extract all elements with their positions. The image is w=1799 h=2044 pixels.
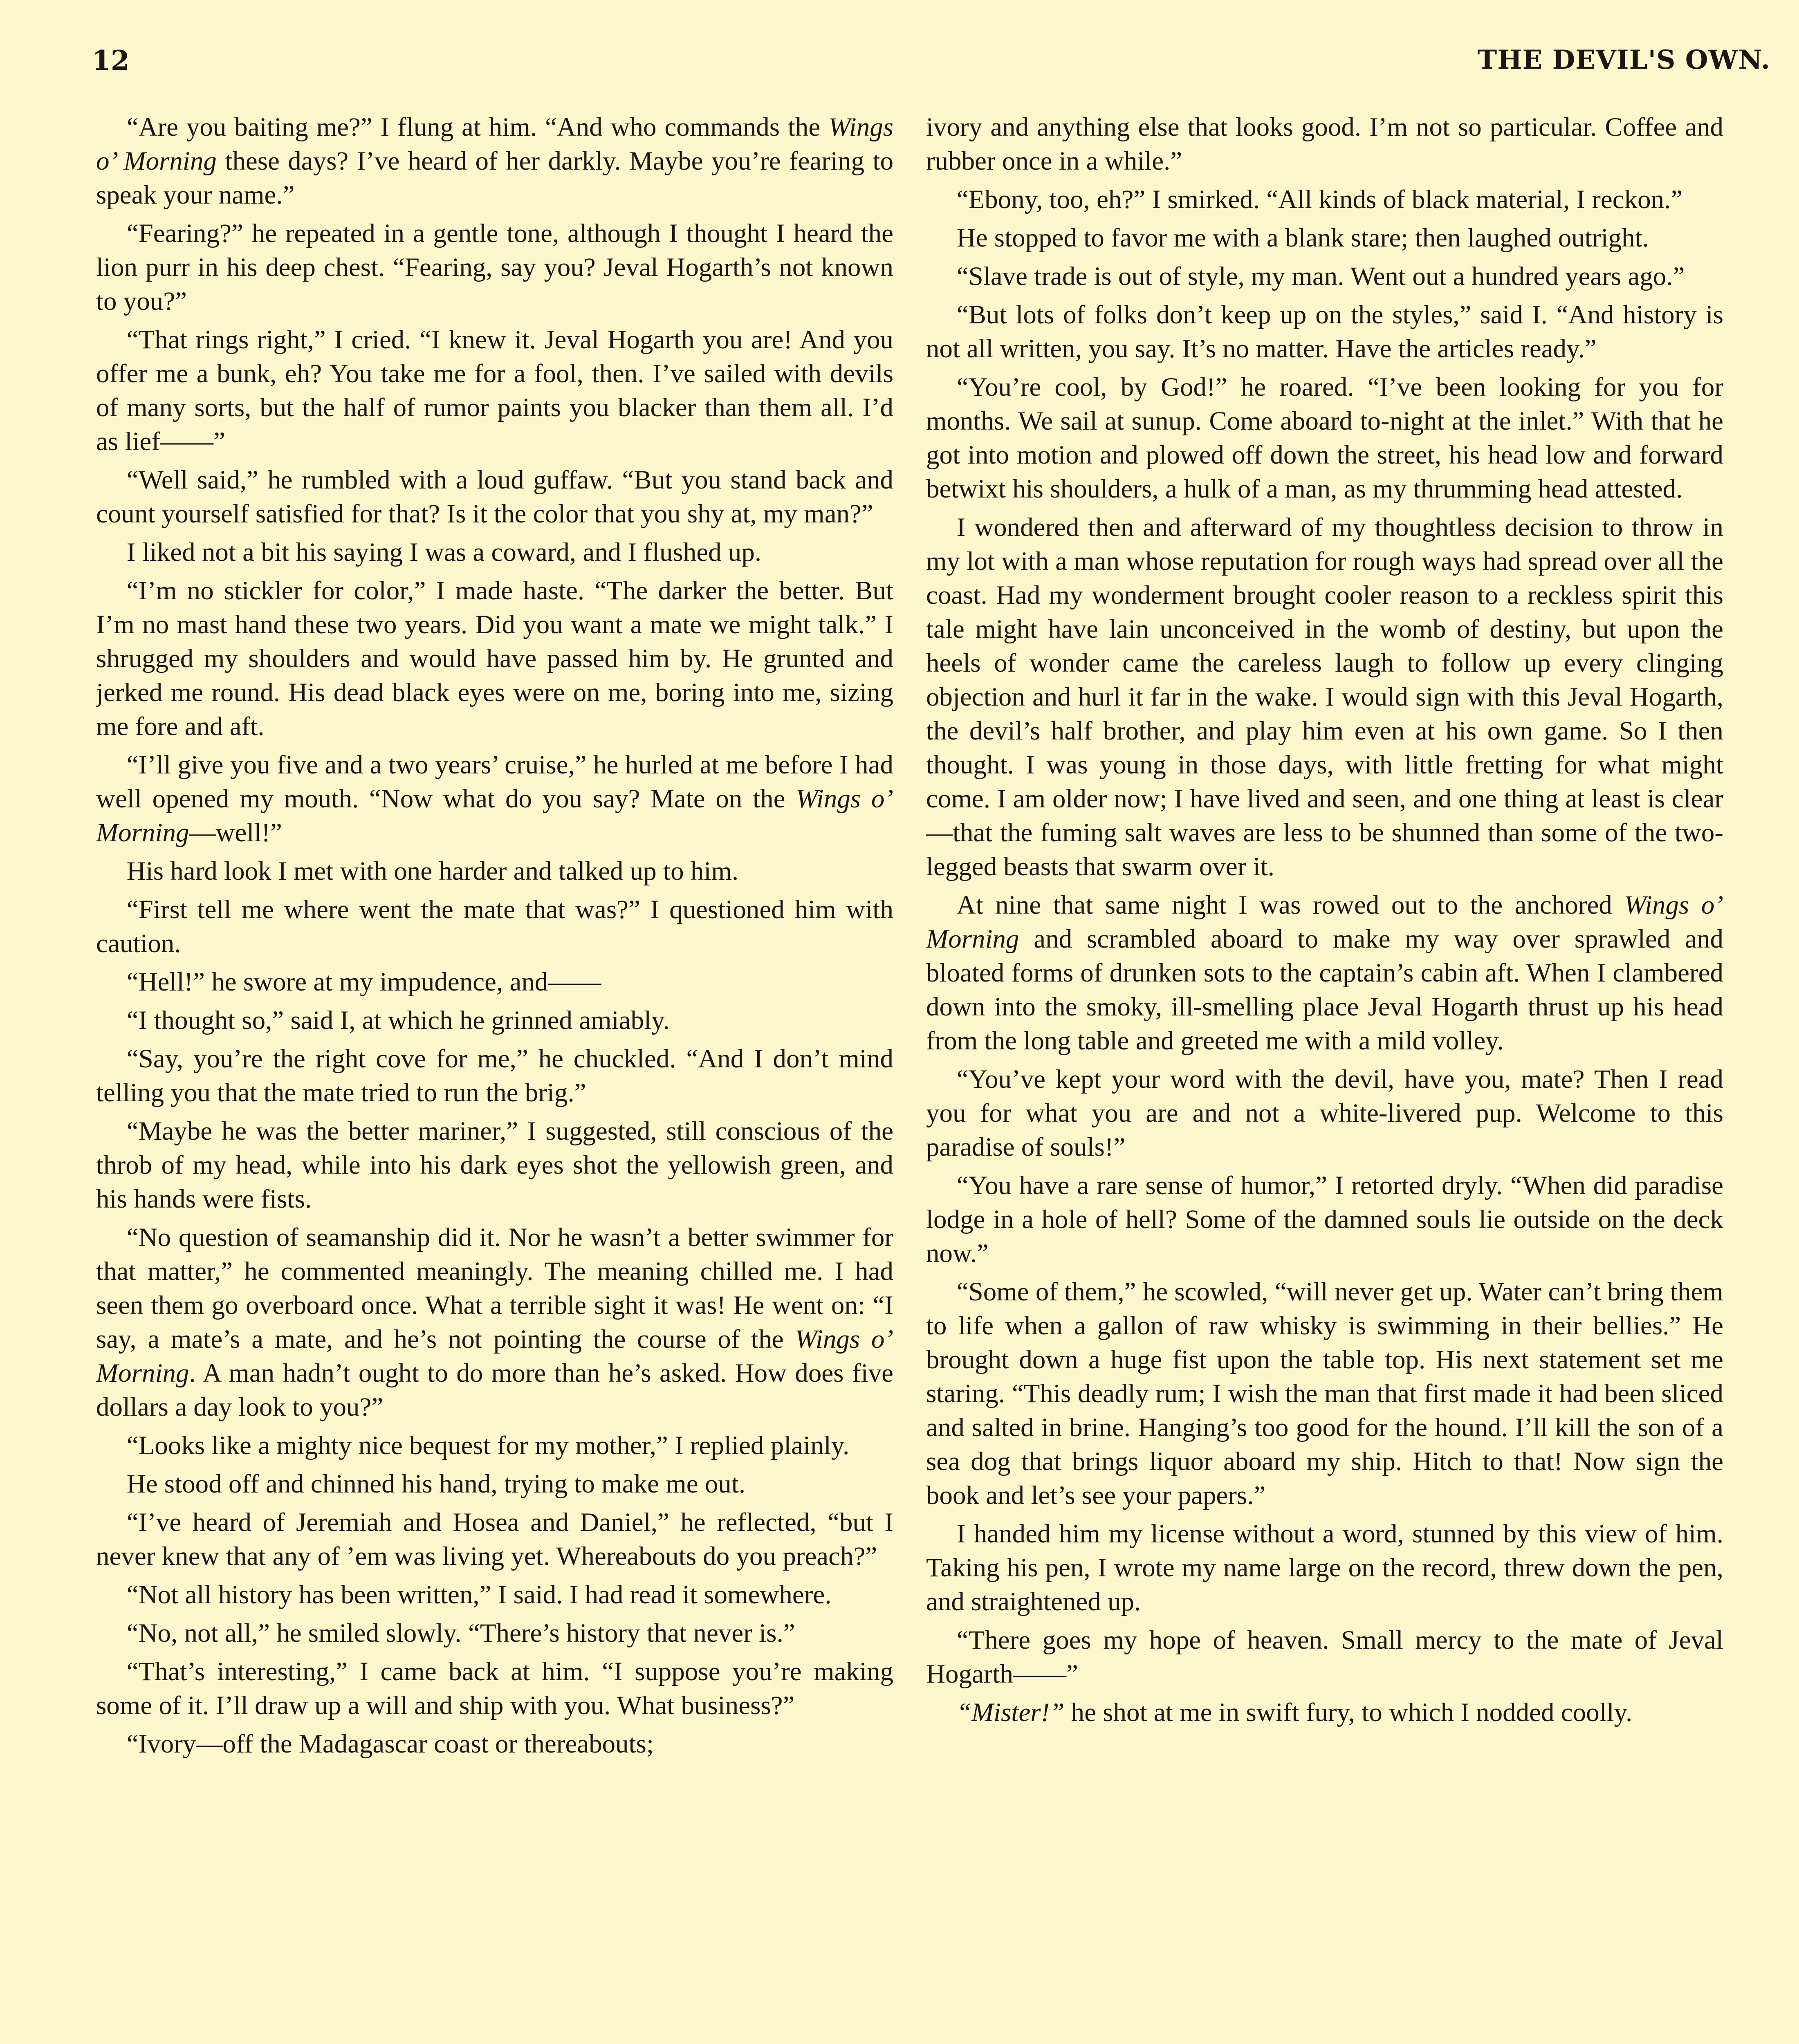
text-run: “Maybe he was the better mariner,” I suggested, still conscious of the throb of my head, while into his dark eyes shot the yellowish green, and his hands were fists. xyxy=(96,1116,893,1214)
paragraph xyxy=(96,1042,893,1110)
paragraph xyxy=(96,1114,893,1216)
paragraph xyxy=(926,221,1723,255)
text-run: “Hell!” he swore at my impudence, and—— xyxy=(126,967,601,997)
italic-text: Wings o’ Morning xyxy=(96,784,893,847)
text-run: “Fearing?” he repeated in a gentle tone, although I thought I heard the lion purr in his deep chest. “Fearing, say you? Jeval Hogarth’s not known to you?” xyxy=(96,219,893,316)
text-run: and scrambled aboard to make my way over sprawled and bloated forms of drunken sots to the captain’s cabin aft. When I clambered down into the smoky, ill-smelling place Jeval Hogarth thrust up his head from the long table and greeted me with a mild volley. xyxy=(926,924,1723,1056)
text-run: “I’ll give you five and a two years’ cruise,” he hurled at me before I had well opened my mouth. “Now what do you say? Mate on the xyxy=(96,750,893,814)
text-run: “I thought so,” said I, at which he grinned amiably. xyxy=(126,1006,670,1035)
text-run: “Say, you’re the right cove for me,” he chuckled. “And I don’t mind telling you that the mate tried to run the brig.” xyxy=(96,1044,893,1107)
paragraph xyxy=(96,748,893,850)
text-run: “Not all history has been written,” I said. I had read it somewhere. xyxy=(126,1580,832,1609)
paragraph xyxy=(96,1429,893,1463)
text-run: I wondered then and afterward of my thoughtless decision to throw in my lot with a man whose reputation for rough ways had spread over all the coast. Had my wonderment brought cooler reason to a reckless spirit this tale might have lain unconceived in the womb of destiny, but upon the heels of wonder came the careless laugh to follow up every clinging objection and hurl it far in the wake. I would sign with this Jeval Hogarth, the devil’s half brother, and play him even at his own game. So I then thought. I was young in those days, with little fretting for what might come. I am older now; I have lived and seen, and one thing at least is clear—that the fuming salt waves are less to be shunned than some of the two-legged beasts that swarm over it. xyxy=(926,513,1723,881)
paragraph xyxy=(96,1221,893,1424)
text-run: “I’ve heard of Jeremiah and Hosea and Daniel,” he reflected, “but I never knew that any of ’em was living yet. Whereabouts do you preach?” xyxy=(96,1508,893,1571)
paragraph xyxy=(96,1616,893,1650)
text-run: “First tell me where went the mate that was?” I questioned him with caution. xyxy=(96,895,893,958)
paragraph xyxy=(926,1169,1723,1271)
text-run: “Are you baiting me?” I flung at him. “And who commands the xyxy=(126,112,829,142)
paragraph xyxy=(96,574,893,744)
paragraph xyxy=(926,110,1723,178)
page-number: 12 xyxy=(92,45,130,76)
italic-text: “Mister!” xyxy=(956,1698,1065,1727)
text-run: “Slave trade is out of style, my man. Went out a hundred years ago.” xyxy=(956,262,1685,291)
text-run: “That rings right,” I cried. “I knew it. Jeval Hogarth you are! And you offer me a bunk, eh? You take me for a fool, then. I’ve sailed with devils of many sorts, but the half of rumor paints you blacker than them all. I’d as lief——” xyxy=(96,325,893,456)
paragraph xyxy=(926,888,1723,1058)
text-run: —well!” xyxy=(189,818,282,847)
italic-text: Wings o’ Morning xyxy=(96,112,893,176)
paragraph xyxy=(96,1727,893,1761)
running-title: THE DEVIL'S OWN. xyxy=(1477,45,1770,75)
text-run: I liked not a bit his saying I was a coward, and I flushed up. xyxy=(126,538,762,567)
text-run: “Well said,” he rumbled with a loud guffaw. “But you stand back and count yourself satisfied for that? Is it the color that you shy at, my man?” xyxy=(96,465,893,529)
text-run: he shot at me in swift fury, to which I nodded coolly. xyxy=(1064,1698,1633,1727)
paragraph xyxy=(96,965,893,999)
text-run: “That’s interesting,” I came back at him. “I suppose you’re making some of it. I’ll draw up a will and ship with you. What business?” xyxy=(96,1657,893,1720)
text-run: “You have a rare sense of humor,” I retorted dryly. “When did paradise lodge in a hole of hell? Some of the damned souls lie outside on the deck now.” xyxy=(926,1171,1723,1268)
paragraph xyxy=(96,893,893,961)
text-run: “No question of seamanship did it. Nor he wasn’t a better swimmer for that matter,” he commented meaningly. The meaning chilled me. I had seen them go overboard once. What a terrible sight it was! He went on: “I say, a mate’s a mate, and he’s not pointing the course of the xyxy=(96,1223,893,1354)
paragraph xyxy=(96,323,893,459)
text-run: At nine that same night I was rowed out to the anchored xyxy=(956,890,1624,920)
text-run: He stood off and chinned his hand, trying to make me out. xyxy=(126,1469,746,1499)
left-column xyxy=(96,110,893,2044)
text-run: . A man hadn’t ought to do more than he’s asked. How does five dollars a day look to you?” xyxy=(96,1358,893,1422)
text-run: His hard look I met with one harder and talked up to him. xyxy=(126,856,739,886)
paragraph xyxy=(926,1517,1723,1619)
text-run: “You’ve kept your word with the devil, have you, mate? Then I read you for what you are and not a white-livered pup. Welcome to this paradise of souls!” xyxy=(926,1065,1723,1162)
paragraph xyxy=(926,298,1723,366)
text-run: “No, not all,” he smiled slowly. “There’s history that never is.” xyxy=(126,1618,795,1648)
text-run: “Looks like a mighty nice bequest for my mother,” I replied plainly. xyxy=(126,1431,850,1460)
paragraph xyxy=(926,183,1723,217)
text-run: “But lots of folks don’t keep up on the styles,” said I. “And history is not all written, you say. It’s no matter. Have the articles ready.” xyxy=(926,300,1723,363)
text-run: “Ivory—off the Madagascar coast or thereabouts; xyxy=(126,1729,654,1759)
italic-text: Wings o’ Morning xyxy=(96,1325,893,1388)
paragraph xyxy=(96,1467,893,1501)
text-run: “You’re cool, by God!” he roared. “I’ve been looking for you for months. We sail at sunup. Come aboard to-night at the inlet.” With that he got into motion and plowed off down the street, his head low and forward betwixt his shoulders, a hulk of a man, as my thrumming head attested. xyxy=(926,372,1723,504)
paragraph xyxy=(926,1696,1723,1730)
paragraph xyxy=(96,536,893,569)
text-run: I handed him my license without a word, stunned by this view of him. Taking his pen, I wrote my name large on the record, threw down the pen, and straightened up. xyxy=(926,1519,1723,1616)
paragraph xyxy=(96,1506,893,1573)
paragraph xyxy=(926,370,1723,506)
text-run: “I’m no stickler for color,” I made haste. “The darker the better. But I’m no mast hand these two years. Did you want a mate we might talk.” I shrugged my shoulders and would have passed him by. He grunted and jerked me round. His dead black eyes were on me, boring into me, sizing me fore and aft. xyxy=(96,576,893,741)
paragraph xyxy=(96,1655,893,1723)
paragraph xyxy=(96,1578,893,1612)
paragraph xyxy=(926,511,1723,884)
text-run: “Some of them,” he scowled, “will never get up. Water can’t bring them to life when a gallon of raw whisky is swimming in their bellies.” He brought down a huge fist upon the table top. His next statement set me staring. “This deadly rum; I wish the man that first made it had been sliced and salted in brine. Hanging’s too good for the hound. I’ll kill the son of a sea dog that brings liquor aboard my ship. Hitch to that! Now sign the book and let’s see your papers.” xyxy=(926,1277,1723,1510)
text-run: ivory and anything else that looks good. I’m not so particular. Coffee and rubber once in a while.” xyxy=(926,112,1723,176)
paragraph xyxy=(926,1623,1723,1691)
text-run: “Ebony, too, eh?” I smirked. “All kinds of black material, I reckon.” xyxy=(956,185,1683,214)
text-run: these days? I’ve heard of her darkly. Maybe you’re fearing to speak your name.” xyxy=(96,146,893,210)
italic-text: Wings o’ Morning xyxy=(926,890,1723,954)
paragraph xyxy=(96,1004,893,1038)
paragraph xyxy=(926,260,1723,294)
text-run: He stopped to favor me with a blank stare; then laughed outright. xyxy=(956,223,1649,253)
text-run: “There goes my hope of heaven. Small mercy to the mate of Jeval Hogarth——” xyxy=(926,1625,1723,1689)
right-column xyxy=(926,110,1723,2044)
paragraph xyxy=(96,463,893,531)
paragraph xyxy=(926,1275,1723,1513)
paragraph xyxy=(96,854,893,888)
paragraph xyxy=(96,110,893,212)
paragraph xyxy=(926,1062,1723,1164)
paragraph xyxy=(96,217,893,318)
